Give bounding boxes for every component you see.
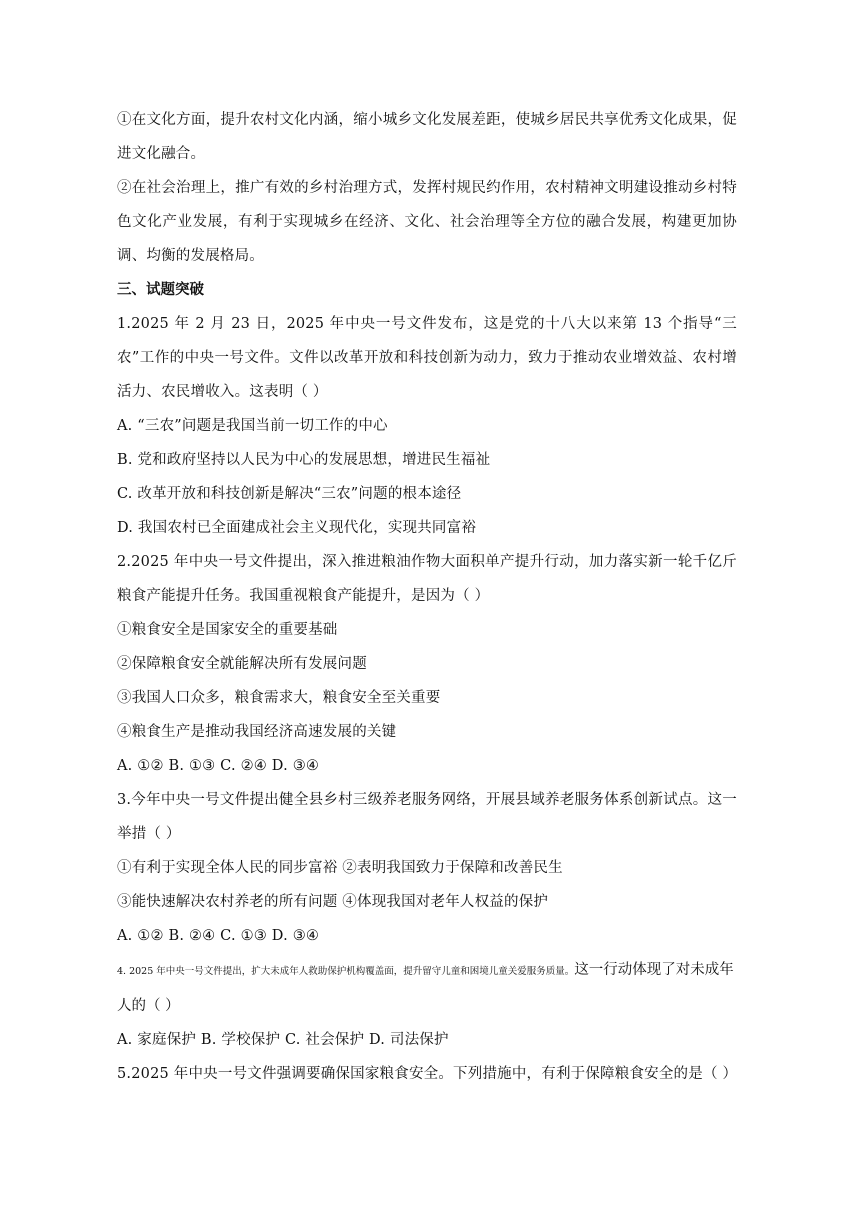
question-1-stem: 1.2025 年 2 月 23 日，2025 年中央一号文件发布，这是党的十八大以来第 13 个指导“三农”工作的中央一号文件。文件以改革开放和科技创新为动力，致力于推动农业增效益、农村增活力、农民增收入。这表明（ ） [117,316,737,400]
intro-culture-paragraph: ①在文化方面，提升农村文化内涵，缩小城乡文化发展差距，使城乡居民共享优秀文化成果，促进文化融合。 [117,112,737,162]
section-heading: 三、试题突破 [117,282,204,298]
question-1-option-d: D. 我国农村已全面建成社会主义现代化，实现共同富裕 [117,520,477,536]
question-4-stem-small: 4. 2025 年中央一号文件提出，扩大未成年人救助保护机构覆盖面，提升留守儿童和困境儿童关爱服务质量。 [117,966,575,977]
question-4-stem-rest: 这一行动体现了对未成年人的（ ） [117,962,734,1014]
question-3-statements-3-4: ③能快速解决农村养老的所有问题 ④体现我国对老年人权益的保护 [117,894,549,910]
question-2-statement-1: ①粮食安全是国家安全的重要基础 [117,622,338,638]
question-5-stem: 5.2025 年中央一号文件强调要确保国家粮食安全。下列措施中，有利于保障粮食安全的是（ ） [117,1066,738,1082]
question-2-stem: 2.2025 年中央一号文件提出，深入推进粮油作物大面积单产提升行动，加力落实新一轮千亿斤粮食产能提升任务。我国重视粮食产能提升，是因为（ ） [117,554,737,604]
document-page [117,103,737,1091]
question-2-statement-3: ③我国人口众多，粮食需求大，粮食安全至关重要 [117,690,441,706]
question-1-option-c: C. 改革开放和科技创新是解决“三农”问题的根本途径 [117,486,462,502]
question-1-option-a: A. “三农”问题是我国当前一切工作的中心 [117,418,388,434]
question-4-options: A. 家庭保护 B. 学校保护 C. 社会保护 D. 司法保护 [117,1032,449,1048]
question-3-options: A. ①② B. ②④ C. ①③ D. ③④ [117,928,320,944]
question-1-option-b: B. 党和政府坚持以人民为中心的发展思想，增进民生福祉 [117,452,491,468]
intro-governance-paragraph: ②在社会治理上，推广有效的乡村治理方式，发挥村规民约作用，农村精神文明建设推动乡村特色文化产业发展，有利于实现城乡在经济、文化、社会治理等全方位的融合发展，构建更加协调、均衡的发展格局。 [117,180,737,264]
question-3-statements-1-2: ①有利于实现全体人民的同步富裕 ②表明我国致力于保障和改善民生 [117,860,563,876]
question-2-statement-4: ④粮食生产是推动我国经济高速发展的关键 [117,724,397,740]
question-3-stem: 3.今年中央一号文件提出健全县乡村三级养老服务网络，开展县域养老服务体系创新试点。这一举措（ ） [117,792,737,842]
question-2-statement-2: ②保障粮食安全就能解决所有发展问题 [117,656,367,672]
question-4-stem [117,953,737,1023]
question-2-options: A. ①② B. ①③ C. ②④ D. ③④ [117,758,320,774]
